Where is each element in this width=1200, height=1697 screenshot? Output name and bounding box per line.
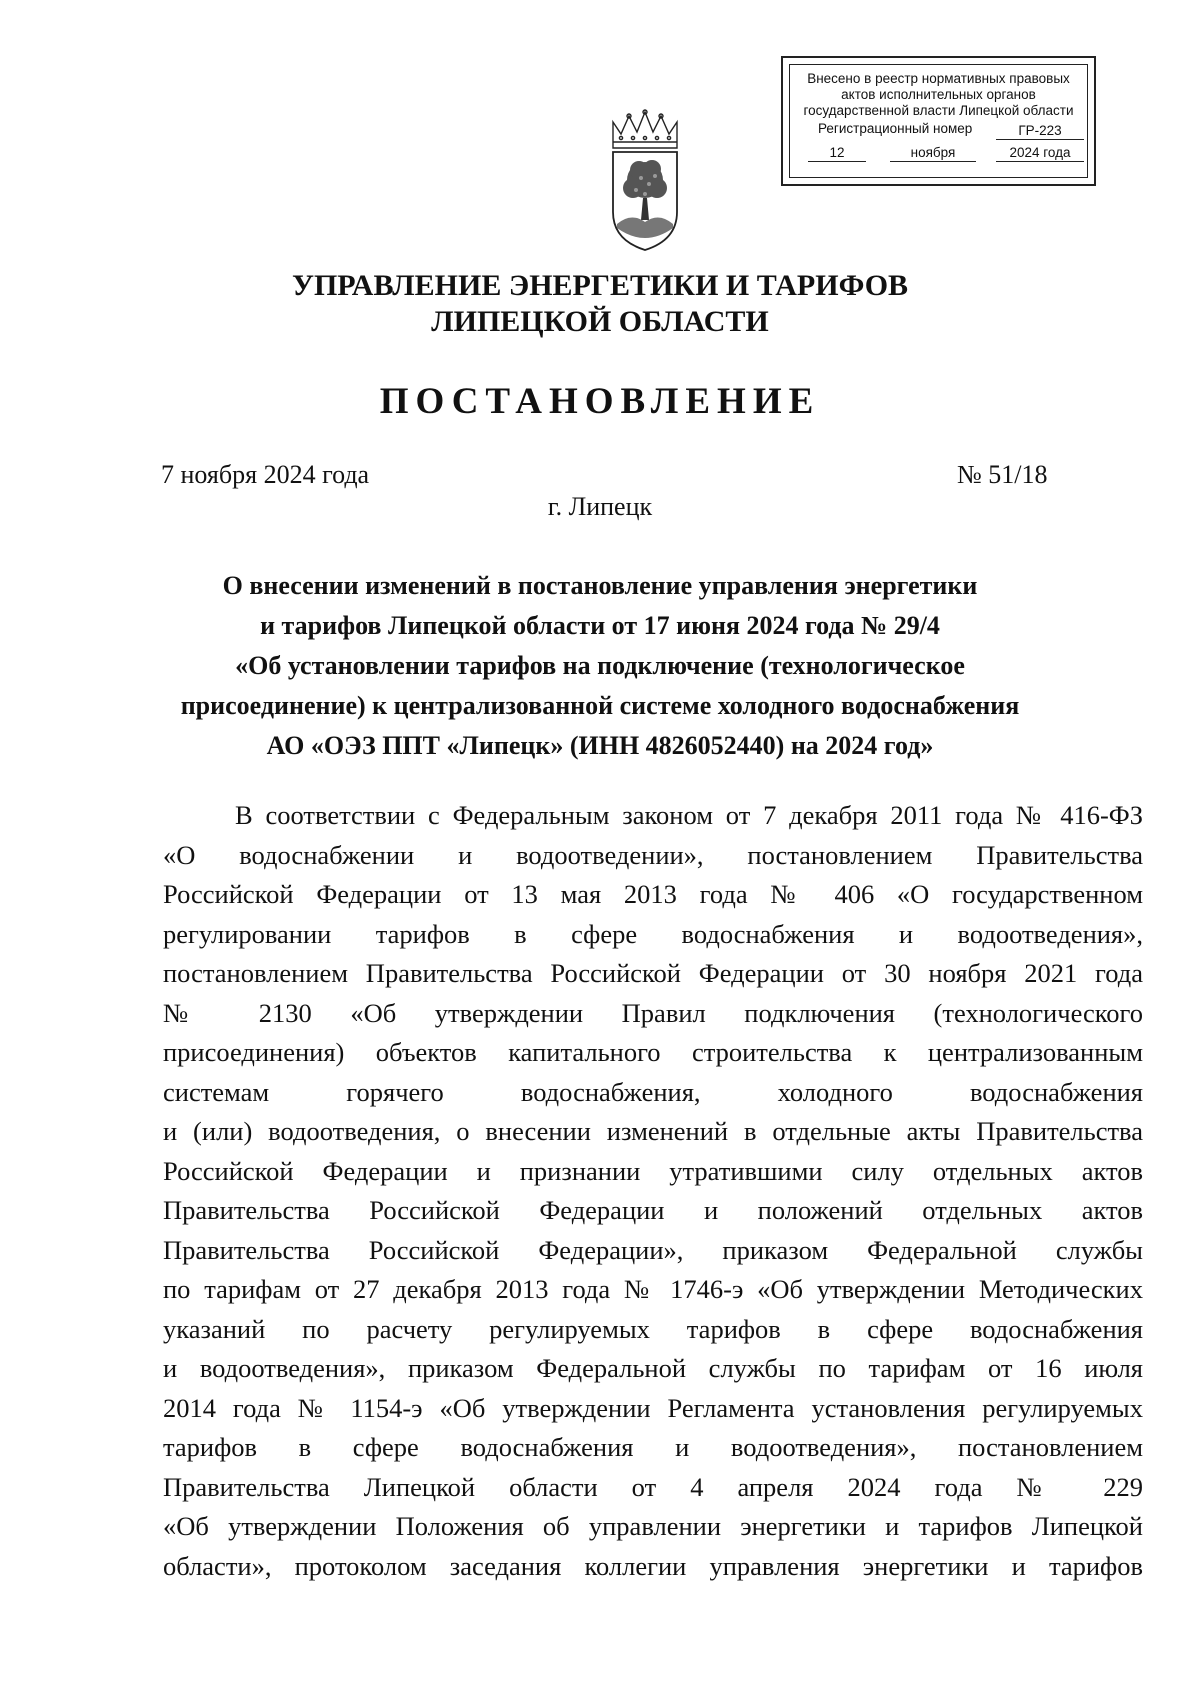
registry-stamp-inner-border	[789, 64, 1088, 178]
body-line: указаний по расчету регулируемых тарифов в сфере водоснабжения	[163, 1313, 1143, 1344]
stamp-reg-label: Регистрационный номер	[818, 121, 973, 136]
subject-line: АО «ОЭЗ ППТ «Липецк» (ИНН 4826052440) на 2024 год»	[266, 731, 934, 760]
body-line: № 2130 «Об утверждении Правил подключения (технологического	[163, 997, 1143, 1028]
body-line: присоединения) объектов капитального строительства к централизованным	[163, 1037, 1143, 1067]
body-line: тарифов в сфере водоснабжения и водоотведения», постановлением	[163, 1432, 1143, 1462]
body-line: «Об утверждении Положения об управлении энергетики и тарифов Липецкой	[163, 1511, 1143, 1541]
body-line: области», протоколом заседания коллегии управления энергетики и тарифов	[163, 1550, 1143, 1581]
body-line: «О водоснабжении и водоотведении», постановлением Правительства	[163, 839, 1143, 870]
body-line: и водоотведения», приказом Федеральной службы по тарифам от 16 июля	[163, 1353, 1143, 1383]
body-line: В соответствии с Федеральным законом от 7 декабря 2011 года № 416-ФЗ	[235, 800, 1143, 830]
subject-line: и тарифов Липецкой области от 17 июня 2024 года № 29/4	[260, 611, 940, 640]
body-line: Российской Федерации и признании утратившими силу отдельных актов	[163, 1155, 1143, 1186]
body-line: Правительства Российской Федерации и положений отдельных актов	[163, 1195, 1143, 1225]
stamp-year: 2024 года	[996, 144, 1084, 162]
body-line: по тарифам от 27 декабря 2013 года № 1746-э «Об утверждении Методических	[163, 1274, 1143, 1304]
stamp-reg-number: ГР-223	[996, 122, 1084, 140]
document-number: № 51/18	[957, 460, 1048, 489]
organization-name-line-1: УПРАВЛЕНИЕ ЭНЕРГЕТИКИ И ТАРИФОВ	[291, 269, 909, 302]
organization-name-line-2: ЛИПЕЦКОЙ ОБЛАСТИ	[431, 305, 769, 338]
stamp-line-3: государственной власти Липецкой области	[803, 103, 1074, 118]
body-line: Российской Федерации от 13 мая 2013 года № 406 «О государственном	[163, 879, 1143, 909]
body-line: 2014 года № 1154-э «Об утверждении Регламента установления регулируемых	[163, 1392, 1143, 1423]
lipetsk-coat-of-arms-icon	[605, 108, 685, 252]
body-line: постановлением Правительства Российской Федерации от 30 ноября 2021 года	[163, 958, 1143, 988]
subject-line: О внесении изменений в постановление управления энергетики	[222, 571, 978, 600]
body-line: и (или) водоотведения, о внесении изменений в отдельные акты Правительства	[163, 1116, 1143, 1146]
stamp-month: ноября	[890, 144, 976, 162]
subject-line: присоединение) к централизованной системе холодного водоснабжения	[180, 691, 1020, 720]
document-date: 7 ноября 2024 года	[161, 460, 370, 489]
body-line: системам горячего водоснабжения, холодного водоснабжения	[163, 1076, 1143, 1107]
registry-stamp	[781, 56, 1096, 186]
document-type-title: ПОСТАНОВЛЕНИЕ	[379, 381, 821, 422]
preamble-paragraph	[163, 796, 1143, 1586]
document-city: г. Липецк	[547, 492, 653, 521]
body-line: Правительства Липецкой области от 4 апреля 2024 года № 229	[163, 1471, 1143, 1502]
document-subject	[150, 566, 1050, 766]
stamp-day: 12	[808, 144, 866, 162]
stamp-line-2: актов исполнительных органов	[841, 87, 1036, 102]
subject-line: «Об установлении тарифов на подключение (технологическое	[235, 651, 965, 680]
body-line: Правительства Российской Федерации», приказом Федеральной службы	[163, 1234, 1143, 1265]
body-line: регулировании тарифов в сфере водоснабжения и водоотведения»,	[163, 918, 1143, 949]
stamp-line-1: Внесено в реестр нормативных правовых	[807, 71, 1070, 86]
